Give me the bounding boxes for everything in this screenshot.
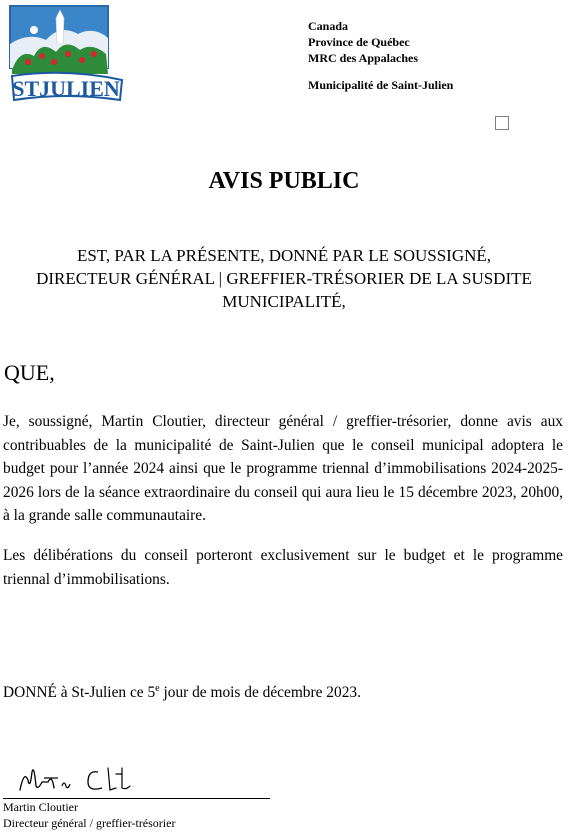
given-statement — [3, 683, 361, 702]
notice-subtitle: EST, PAR LA PRÉSENTE, DONNÉ PAR LE SOUSSIGNÉ, DIRECTEUR GÉNÉRAL | GREFFIER-TRÉSORIER DE LA SUSDITE MUNICIPALITÉ, — [36, 246, 532, 311]
notice-paragraph: Je, soussigné, Martin Cloutier, directeur général / greffier-trésorier, donne avis aux contribuables de la municipalité de Saint-Julien que le conseil municipal adoptera le budget pour l’année 2024 ainsi que le programme triennal d’immobilisations 2024-2025-2026 lors de la séance extraordinaire du conseil qui aura lieu le 15 décembre 2023, 20h00, à la grande salle communautaire. — [3, 413, 563, 524]
handwritten-signature — [18, 760, 178, 796]
signer-name: Martin Cloutier — [3, 800, 78, 814]
header-province: Province de Québec — [308, 35, 410, 49]
checkbox[interactable] — [495, 116, 509, 130]
notice-paragraph: Les délibérations du conseil porteront exclusivement sur le budget et le programme triennal d’immobilisations. — [3, 547, 563, 588]
que-heading: QUE, — [4, 360, 55, 385]
signer-title: Directeur général / greffier-trésorier — [3, 816, 176, 830]
signature-line — [3, 798, 270, 799]
page-title: AVIS PUBLIC — [208, 168, 360, 194]
header-address — [308, 18, 453, 93]
given-text-before: DONNÉ à St-Julien ce 5 — [3, 684, 156, 702]
header-municipality: Municipalité de Saint-Julien — [308, 78, 454, 92]
given-text-after: jour de mois de décembre 2023. — [159, 684, 361, 702]
header-country: Canada — [308, 19, 349, 33]
given-ordinal: e — [155, 683, 160, 694]
municipality-logo — [8, 4, 126, 104]
header-mrc: MRC des Appalaches — [308, 51, 419, 65]
logo-text: STJULIEN — [12, 76, 120, 101]
